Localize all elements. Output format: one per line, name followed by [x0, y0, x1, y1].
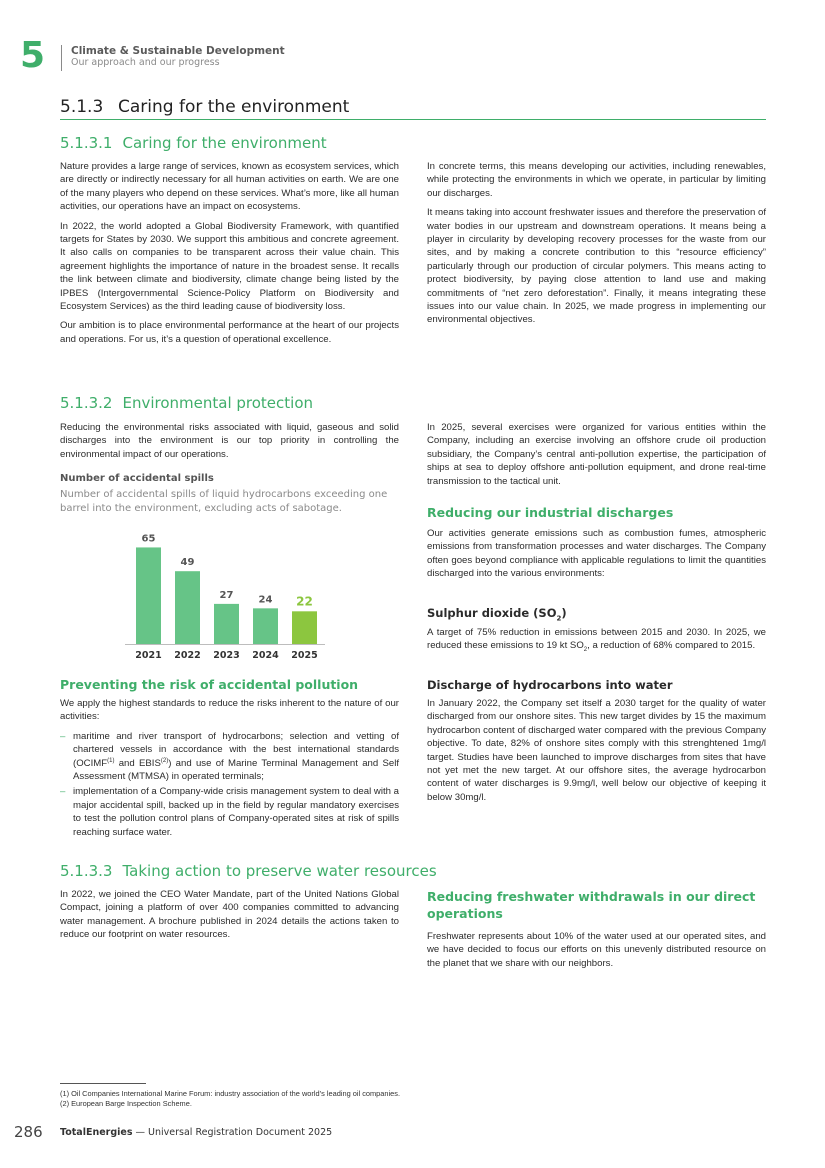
category-label-2022: 2022 [174, 650, 201, 661]
paragraph: Reducing the environmental risks associated with liquid, gaseous and solid discharges into the environment is our top priority in controlling the environmental impact of our operations. [60, 422, 399, 460]
paragraph: Nature provides a large range of services, known as ecosystem services, which are directly or indirectly necessary for all human activities on earth. We are one of the many players who depend on these services. What’s more, like all human activities, our operations have an impact on ecosystems. [60, 161, 399, 213]
paragraph: It means taking into account freshwater issues and therefore the preservation of water bodies in our upstream and downstream operations. It means being a player in circularity by developing recovery processes for the waste from our sites, and by making a concrete contribution to this “resource efficiency” particularly through our production of circular polymers. This means acting to protect biodiversity, by paying close attention to land use and making commitments of “net zero deforestation”. Finally, it means integrating these issues into our value chain. In 2025, we made progress in implementing our environmental objectives. [427, 207, 766, 326]
value-label-2024: 24 [258, 594, 273, 606]
subsection-heading-3 [60, 862, 437, 880]
prevent-heading: Preventing the risk of accidental pollution [60, 677, 359, 692]
section-title [60, 97, 349, 117]
page-number: 286 [14, 1123, 43, 1141]
bar-2025 [292, 611, 317, 644]
category-label-2021: 2021 [135, 650, 162, 661]
page-footer [60, 1127, 332, 1138]
footnote-1: (1) Oil Companies International Marine Forum: industry association of the world’s leading oil companies. [60, 1089, 400, 1098]
category-label-2024: 2024 [252, 650, 279, 661]
prevent-list [60, 730, 399, 839]
paragraph: In 2025, several exercises were organized for various entities within the Company, including an exercise involving an offshore crude oil production subsidiary, the Company’s central anti-pollution expertise, the participation of ships at sea to deploy offshore anti-pollution equipment, and drone real-time transmission to the tactical unit. [427, 422, 766, 487]
category-label-2023: 2023 [213, 650, 240, 661]
paragraph: Our ambition is to place environmental performance at the heart of our projects and operations. For us, it’s a question of operational excellence. [60, 320, 399, 345]
industrial-heading: Reducing our industrial discharges [427, 505, 674, 520]
accidental-spills-chart [125, 520, 335, 665]
so2-text [427, 626, 766, 664]
so2-heading: Sulphur dioxide $(SO_2)$ [427, 606, 567, 623]
paragraph: In 2022, the world adopted a Global Biodiversity Framework, with quantified targets for States by 2030. We support this ambitious and concrete agreement. It also calls on companies to be transparent across their value chain. This agreement highlights the importance of nature in the broadest sense. It recalls the link between climate and biodiversity, climate change being listed by the IPBES (Intergovernmental Science-Policy Platform on Biodiversity and Ecosystem Services) as the third leading cause of biodiversity loss. [60, 220, 399, 313]
paragraph: A target of 75% reduction in emissions between 2015 and 2030. In 2025, we reduced these emissions to 19 kt $SO_2$, a reduction of 68% compared to 2015. [427, 627, 766, 654]
paragraph: Our activities generate emissions such as combustion fumes, atmospheric emissions from transformation processes and water discharges. The Company often goes beyond compliance with applicable regulations to limit the quantities discharged into the various environments: [427, 528, 766, 580]
section-title-text: Caring for the environment [118, 97, 350, 117]
subsection-number-3: 5.1.3.3 [60, 862, 113, 880]
footnote-rule [60, 1083, 146, 1084]
bar-2023 [214, 604, 239, 644]
subsection-title-3: Taking action to preserve water resources [122, 862, 437, 880]
value-label-2021: 65 [141, 533, 156, 545]
document-name: — Universal Registration Document 2025 [132, 1127, 333, 1138]
subsection-title-2: Environmental protection [122, 394, 314, 412]
list-item: – maritime and river transport of hydrocarbons; selection and vetting of chartered vessels in accordance with the best international standards (OCIMF$^{(1)}$ and EBIS$^{(2)}$) and use of Marine Terminal Management and Self Assessment (MTMSA) in operated terminals; [60, 730, 399, 784]
footnote-2: (2) European Barge Inspection Scheme. [60, 1099, 192, 1108]
list-item: – implementation of a Company-wide crisis management system to deal with a major accidental spill, backed up in the field by regular mandatory exercises to test the pollution control plans of Company-operated sites at risk of spills reaching surface water. [60, 785, 399, 839]
chart-title: Number of accidental spills [60, 473, 214, 484]
prevent-column [60, 697, 399, 841]
paragraph: In January 2022, the Company set itself a 2030 target for the quality of water discharged from our onshore sites. This new target divides by 15 the maximum hydrocarbon content of discharged water compared with the previous Company objective. To date, 82% of onshore sites comply with this strenghtened 1mg/l target. Studies have been launched to improve discharges from sites that have not yet met the new target. At our offshore sites, the average hydrocarbon content of water discharges is 9.9mg/l, well below our objective of keeping it below 30mg/l. [427, 698, 766, 803]
s3-left-column [60, 888, 399, 948]
chapter-subtitle: Our approach and our progress [71, 57, 220, 68]
paragraph: In concrete terms, this means developing our activities, including renewables, while protecting the environments in which we operate, in particular by limiting our discharges. [427, 161, 766, 199]
bar-2021 [136, 547, 161, 644]
chapter-number: 5 [20, 35, 46, 76]
section-rule [60, 119, 766, 120]
subsection-number-1: 5.1.3.1 [60, 134, 113, 152]
chapter-title: Climate & Sustainable Development [71, 45, 285, 57]
header-divider [61, 45, 62, 71]
value-label-2022: 49 [180, 557, 195, 569]
bar-2022 [175, 571, 200, 644]
subsection-heading-1 [60, 134, 327, 152]
value-label-2023: 27 [219, 589, 234, 601]
paragraph: We apply the highest standards to reduce the risks inherent to the nature of our activities: [60, 698, 399, 723]
category-label-2025: 2025 [291, 650, 318, 661]
section-number: 5.1.3 [60, 97, 104, 117]
chart-subtitle: Number of accidental spills of liquid hydrocarbons exceeding one barrel into the environment, excluding acts of sabotage. [60, 489, 388, 514]
hydrocarbons-column [427, 697, 766, 810]
freshwater-heading: Reducing freshwater withdrawals in our direct operations [427, 889, 756, 921]
subsection-number-2: 5.1.3.2 [60, 394, 113, 412]
subsection-heading-2 [60, 394, 313, 412]
s1-right-column [427, 160, 766, 333]
s1-left-column [60, 160, 399, 352]
brand-name: TotalEnergies [60, 1127, 133, 1138]
paragraph: In 2022, we joined the CEO Water Mandate, part of the United Nations Global Compact, joining a platform of over 400 companies committed to advancing water management. A brochure published in 2024 details the actions taken to reduce our footprint on water resources. [60, 889, 399, 941]
s2-intro [60, 421, 399, 467]
industrial-column [427, 527, 766, 587]
s2-right-intro [427, 421, 766, 494]
subsection-title-1: Caring for the environment [122, 134, 327, 152]
value-label-2025: 22 [296, 594, 313, 609]
paragraph: Freshwater represents about 10% of the water used at our operated sites, and we have decided to focus our efforts on this unevenly distributed resource on the planet that we share with our neighbors. [427, 931, 766, 969]
freshwater-column [427, 930, 766, 976]
hydrocarbons-heading: Discharge of hydrocarbons into water [427, 678, 673, 692]
bar-2024 [253, 608, 278, 644]
